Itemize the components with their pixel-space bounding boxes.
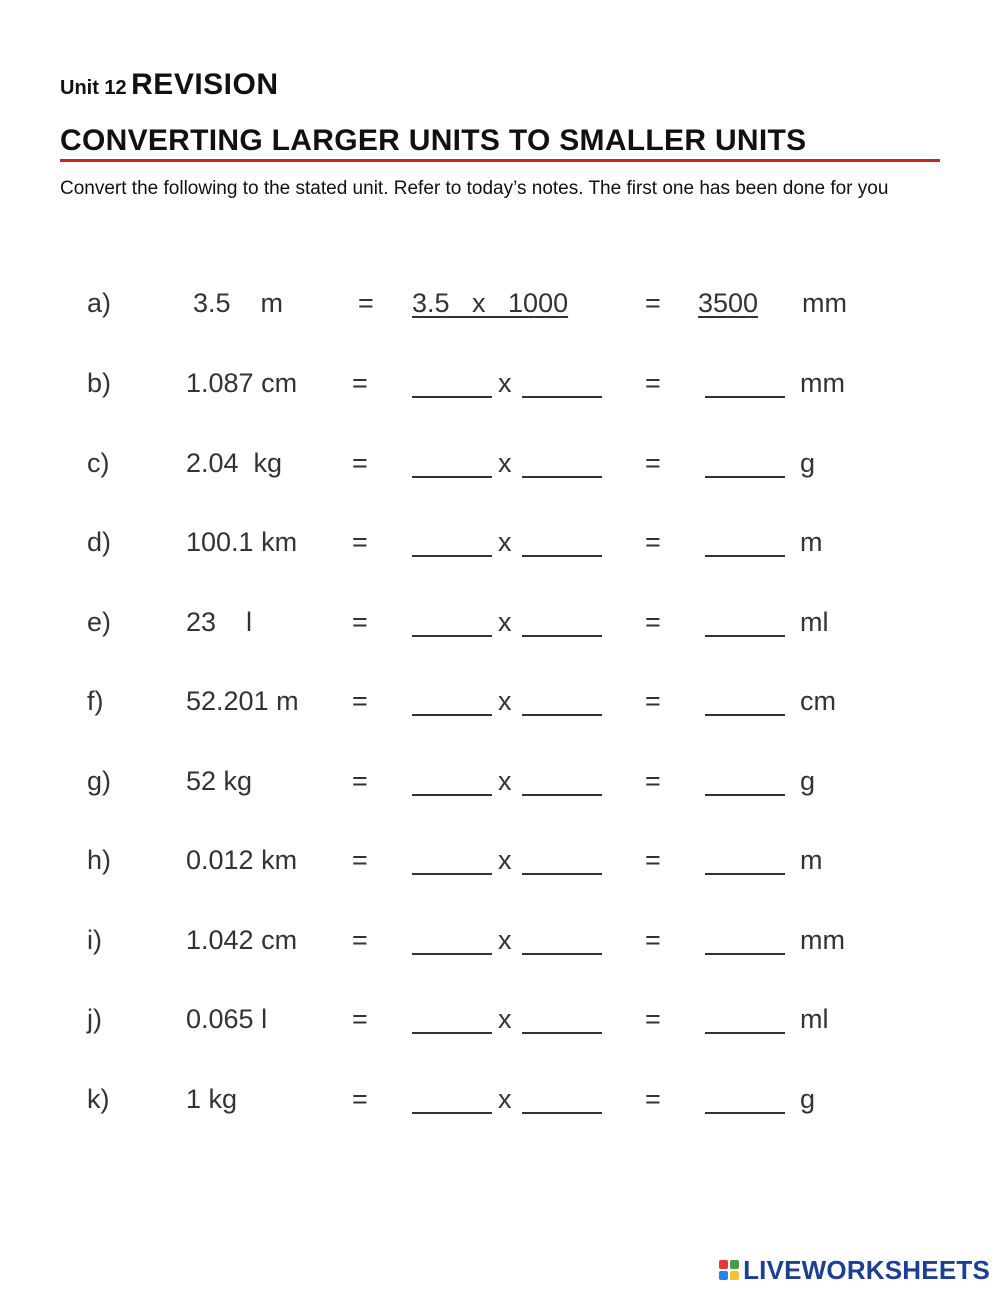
target-unit: mm <box>800 368 845 398</box>
multiplicand-blank[interactable] <box>412 531 492 557</box>
multiplicand-blank[interactable] <box>412 1088 492 1114</box>
given-quantity: 100.1 km <box>186 527 298 557</box>
question-label: h) <box>87 845 112 875</box>
multiplicand-blank[interactable] <box>412 929 492 955</box>
equals-sign: = <box>645 765 661 796</box>
times-sign: x <box>498 606 512 637</box>
question-row <box>0 845 1000 885</box>
equals-sign: = <box>352 686 368 716</box>
multiplier-blank[interactable] <box>522 611 602 637</box>
equals-sign: = <box>352 447 368 478</box>
equals-sign: = <box>352 845 368 875</box>
question-label: b) <box>87 368 112 398</box>
given-quantity: 1 kg <box>186 1083 238 1114</box>
times-sign: x <box>498 1083 512 1114</box>
logo-block <box>719 1260 728 1269</box>
multiplier-blank[interactable] <box>522 531 602 557</box>
times-sign: x <box>498 1004 512 1034</box>
title-underline-divider <box>60 159 940 162</box>
multiplier-blank[interactable] <box>522 770 602 796</box>
logo-block <box>719 1271 728 1280</box>
equals-sign: = <box>645 368 661 398</box>
target-unit: mm <box>802 288 847 318</box>
question-row <box>0 686 1000 726</box>
given-quantity: 2.04 kg <box>186 447 283 478</box>
times-sign: x <box>498 765 512 796</box>
target-unit: ml <box>800 606 829 637</box>
target-unit: cm <box>800 686 836 716</box>
question-label: a) <box>87 288 112 318</box>
given-quantity: 23 l <box>186 606 253 637</box>
answer-blank[interactable] <box>705 690 785 716</box>
target-unit: mm <box>800 924 845 955</box>
multiplicand-blank[interactable] <box>412 372 492 398</box>
equals-sign: = <box>645 606 661 637</box>
answer-blank[interactable] <box>705 372 785 398</box>
given-quantity: 52 kg <box>186 765 253 796</box>
multiplicand-blank[interactable] <box>412 849 492 875</box>
question-row <box>0 766 1000 806</box>
given-quantity: 1.087 cm <box>186 368 298 398</box>
question-row <box>0 368 1000 408</box>
multiplicand-blank[interactable] <box>412 452 492 478</box>
question-row <box>0 925 1000 965</box>
logo-blocks-icon <box>719 1260 739 1280</box>
example-row <box>0 288 1000 328</box>
given-quantity: 0.065 l <box>186 1004 268 1034</box>
multiplier-blank[interactable] <box>522 452 602 478</box>
times-sign: x <box>498 447 512 478</box>
multiplier-blank[interactable] <box>522 1088 602 1114</box>
logo-block <box>730 1271 739 1280</box>
logo-block <box>730 1260 739 1269</box>
given-quantity: 0.012 km <box>186 845 298 875</box>
multiplier-blank[interactable] <box>522 372 602 398</box>
equals-sign: = <box>352 924 368 955</box>
answer-blank[interactable] <box>705 531 785 557</box>
equals-sign: = <box>352 606 368 637</box>
equals-sign: = <box>358 288 374 318</box>
times-sign: x <box>498 845 512 875</box>
times-sign: x <box>498 368 512 398</box>
revision-label: REVISION <box>131 68 279 101</box>
equals-sign: = <box>645 924 661 955</box>
question-row <box>0 1004 1000 1044</box>
question-label: e) <box>87 606 112 637</box>
example-answer: 3500 <box>698 288 759 318</box>
answer-blank[interactable] <box>705 929 785 955</box>
target-unit: g <box>800 1083 816 1114</box>
equals-sign: = <box>645 527 661 557</box>
equals-sign: = <box>645 447 661 478</box>
equals-sign: = <box>352 368 368 398</box>
liveworksheets-logo <box>719 1254 990 1286</box>
times-sign: x <box>498 924 512 955</box>
question-label: f) <box>87 686 104 716</box>
target-unit: ml <box>800 1004 829 1034</box>
times-sign: x <box>498 527 512 557</box>
answer-blank[interactable] <box>705 611 785 637</box>
unit-heading <box>60 68 279 102</box>
question-row <box>0 527 1000 567</box>
question-row <box>0 1084 1000 1124</box>
answer-blank[interactable] <box>705 770 785 796</box>
equals-sign: = <box>645 686 661 716</box>
question-label: k) <box>87 1083 110 1114</box>
question-label: d) <box>87 527 112 557</box>
multiplicand-blank[interactable] <box>412 690 492 716</box>
equals-sign: = <box>645 1004 661 1034</box>
equals-sign: = <box>352 1004 368 1034</box>
times-sign: x <box>498 686 512 716</box>
target-unit: g <box>800 447 816 478</box>
unit-label: Unit 12 <box>60 77 127 99</box>
question-label: g) <box>87 765 112 796</box>
multiplier-blank[interactable] <box>522 1008 602 1034</box>
instructions-text: Convert the following to the stated unit. Refer to today’s notes. The first one has been done for you <box>60 178 889 199</box>
given-quantity: 3.5 m <box>193 288 284 318</box>
equals-sign: = <box>352 527 368 557</box>
given-quantity: 1.042 cm <box>186 924 298 955</box>
answer-blank[interactable] <box>705 1088 785 1114</box>
target-unit: g <box>800 765 816 796</box>
multiplier-blank[interactable] <box>522 690 602 716</box>
target-unit: m <box>800 527 823 557</box>
target-unit: m <box>800 845 823 875</box>
question-label: i) <box>87 924 102 955</box>
answer-blank[interactable] <box>705 1008 785 1034</box>
multiplicand-blank[interactable] <box>412 611 492 637</box>
logo-text: LIVEWORKSHEETS <box>743 1254 990 1285</box>
given-quantity: 52.201 m <box>186 686 299 716</box>
multiplicand-blank[interactable] <box>412 770 492 796</box>
equals-sign: = <box>352 1083 368 1114</box>
answer-blank[interactable] <box>705 452 785 478</box>
equals-sign: = <box>645 845 661 875</box>
equals-sign: = <box>352 765 368 796</box>
question-row <box>0 607 1000 647</box>
question-row <box>0 448 1000 488</box>
page-title: CONVERTING LARGER UNITS TO SMALLER UNITS <box>60 124 807 157</box>
answer-blank[interactable] <box>705 849 785 875</box>
example-working: 3.5 x 1000 <box>412 288 569 318</box>
multiplier-blank[interactable] <box>522 849 602 875</box>
equals-sign: = <box>645 1083 661 1114</box>
question-label: c) <box>87 447 110 478</box>
multiplicand-blank[interactable] <box>412 1008 492 1034</box>
multiplier-blank[interactable] <box>522 929 602 955</box>
question-label: j) <box>87 1004 102 1034</box>
equals-sign: = <box>645 288 661 318</box>
